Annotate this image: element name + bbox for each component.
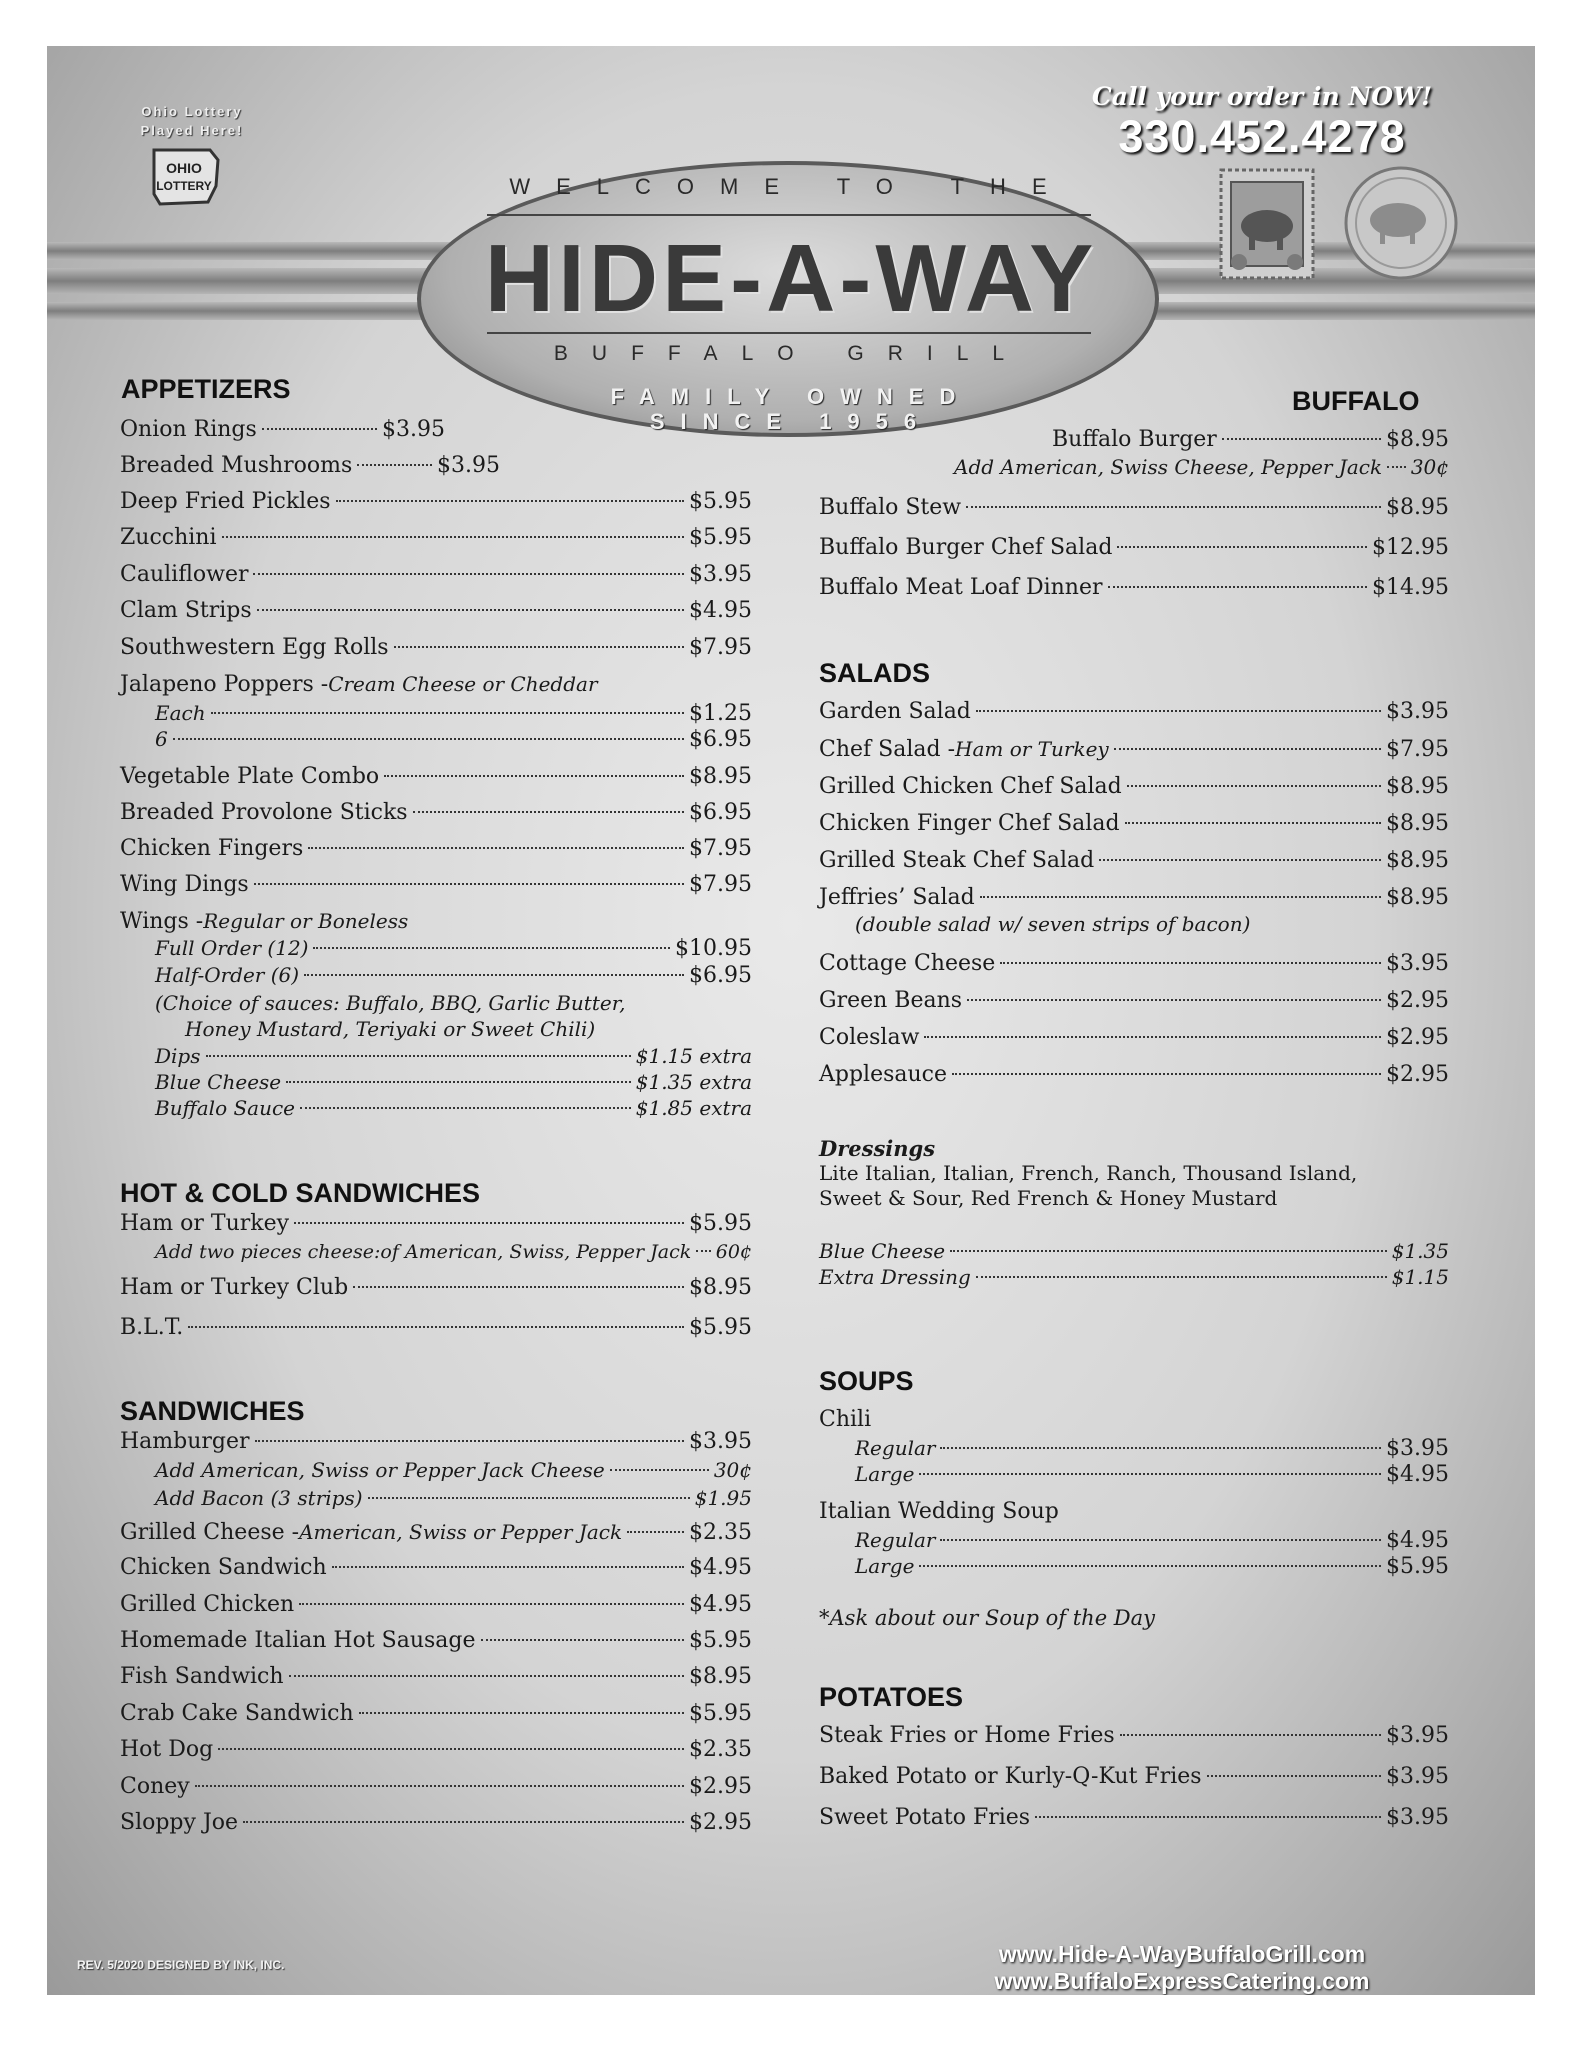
item-price: $5.95: [689, 1628, 752, 1653]
menu-item: [120, 561, 752, 589]
item-price: $10.95: [675, 936, 752, 961]
menu-item: [120, 763, 752, 791]
item-name: Sweet Potato Fries: [819, 1805, 1031, 1830]
item-name: Regular: [855, 1528, 936, 1552]
item-name: Add American, Swiss or Pepper Jack Cheese: [155, 1458, 605, 1482]
item-name: Ham or Turkey Club: [120, 1275, 349, 1300]
dressings-heading: Dressings: [819, 1136, 936, 1161]
item-name: Grilled Cheese -: [120, 1520, 300, 1545]
item-name: Garden Salad: [819, 699, 971, 724]
item-price: $7.95: [1386, 737, 1449, 762]
dot-leader: [919, 1565, 1381, 1567]
dot-leader: [919, 1473, 1381, 1475]
item-name: Blue Cheese: [819, 1239, 946, 1263]
dot-leader: [286, 1081, 631, 1083]
menu-item: [819, 773, 1449, 801]
dot-leader: [368, 1497, 690, 1499]
item-name: Buffalo Meat Loaf Dinner: [819, 575, 1103, 600]
menu-item: [120, 452, 500, 480]
menu-subitem: [855, 1554, 1449, 1579]
family-owned-line1: FAMILY OWNED: [610, 384, 972, 409]
item-price: $5.95: [689, 1211, 752, 1236]
dot-leader: [696, 1250, 711, 1252]
item-price: $1.15 extra: [635, 1044, 752, 1068]
dot-leader: [1120, 1734, 1381, 1736]
dot-leader: [976, 710, 1381, 712]
menu-item: [120, 1591, 752, 1619]
item-price: $1.35 extra: [635, 1070, 752, 1094]
dot-leader: [218, 1748, 684, 1750]
item-name: Zucchini: [120, 525, 217, 550]
dot-leader: [336, 500, 685, 502]
dot-leader: [1114, 748, 1381, 750]
item-name: Sloppy Joe: [120, 1810, 239, 1835]
sauce-choices-line2: Honey Mustard, Teriyaki or Sweet Chili): [185, 1017, 596, 1041]
soups-heading: SOUPS: [819, 1366, 914, 1396]
dot-leader: [294, 1222, 684, 1224]
menu-item: [819, 574, 1449, 602]
dot-leader: [289, 1675, 684, 1677]
menu-subitem: [155, 936, 752, 961]
dot-leader: [1108, 586, 1368, 588]
menu-subitem: [155, 1486, 752, 1510]
item-name: Onion Rings: [120, 417, 257, 442]
item-name: Add Bacon (3 strips): [155, 1486, 363, 1510]
dot-leader: [1117, 546, 1367, 548]
item-price: $2.35: [689, 1737, 752, 1762]
dot-leader: [255, 1440, 684, 1442]
item-name: 6: [155, 727, 168, 751]
lottery-line1: Ohio Lottery: [141, 104, 243, 119]
item-price: 30¢: [1410, 455, 1449, 479]
hot-cold-sandwiches-heading: HOT & COLD SANDWICHES: [120, 1178, 480, 1208]
menu-subitem: [155, 1458, 752, 1482]
item-price: $3.95: [437, 453, 500, 478]
item-price: $2.95: [1386, 1062, 1449, 1087]
item-name: Chili: [819, 1407, 872, 1432]
item-name: Chicken Fingers: [120, 836, 304, 861]
menu-item: [120, 1210, 752, 1238]
call-order-text: Call your order in NOW!: [1091, 82, 1433, 111]
item-name: Wing Dings: [120, 872, 249, 897]
dressings-list-line1: Lite Italian, Italian, French, Ranch, Thousand Island,: [819, 1161, 1358, 1185]
item-name: Steak Fries or Home Fries: [819, 1723, 1115, 1748]
menu-item: [120, 416, 445, 444]
item-name: Southwestern Egg Rolls: [120, 635, 389, 660]
item-name: Each: [155, 701, 206, 725]
item-price: $2.35: [689, 1520, 752, 1545]
item-price: $8.95: [689, 764, 752, 789]
item-price: $3.95: [1386, 699, 1449, 724]
item-name: Italian Wedding Soup: [819, 1499, 1059, 1524]
item-price: $8.95: [1386, 885, 1449, 910]
item-name: Dips: [155, 1044, 201, 1068]
family-owned-line2: SINCE 1956: [649, 409, 933, 434]
item-name: Regular: [855, 1436, 936, 1460]
item-note: American, Swiss or Pepper Jack: [299, 1520, 623, 1544]
item-price: $5.95: [689, 525, 752, 550]
item-price: $3.95: [1386, 1764, 1449, 1789]
phone-number[interactable]: 330.452.4278: [1118, 111, 1406, 162]
dot-leader: [967, 999, 1381, 1001]
item-price: $8.95: [689, 1275, 752, 1300]
dot-leader: [394, 646, 684, 648]
item-price: $6.95: [689, 727, 752, 752]
item-note: Ham or Turkey: [955, 737, 1109, 761]
dot-leader: [966, 506, 1381, 508]
menu-subitem: [155, 1240, 752, 1264]
item-name: Full Order (12): [155, 936, 309, 960]
menu-subitem: [855, 1436, 1449, 1461]
oval-rule-top: [487, 214, 1091, 216]
item-name: Grilled Steak Chef Salad: [819, 848, 1095, 873]
menu-subitem: [155, 1044, 752, 1068]
svg-text:LOTTERY: LOTTERY: [156, 179, 212, 193]
buffalo-stamp-icon: [1217, 166, 1317, 282]
menu-item: [819, 1763, 1449, 1791]
menu-item: [120, 1428, 752, 1456]
dot-leader: [173, 738, 684, 740]
menu-item: [120, 1627, 752, 1655]
dot-leader: [950, 1250, 1387, 1252]
dot-leader: [1127, 785, 1381, 787]
item-name: Buffalo Burger Chef Salad: [819, 535, 1113, 560]
dot-leader: [1222, 438, 1381, 440]
item-price: $1.85 extra: [635, 1096, 752, 1120]
item-name: Ham or Turkey: [120, 1211, 290, 1236]
menu-item-wings: [120, 907, 408, 936]
item-name: Applesauce: [819, 1062, 948, 1087]
item-name: Buffalo Burger: [1052, 427, 1217, 452]
item-price: $4.95: [1386, 1528, 1449, 1553]
jeffries-salad-note: (double salad w/ seven strips of bacon): [855, 912, 1251, 936]
menu-subitem: [155, 701, 752, 726]
item-name: Blue Cheese: [155, 1070, 282, 1094]
dot-leader: [1125, 822, 1381, 824]
dot-leader: [940, 1447, 1381, 1449]
dot-leader: [308, 847, 684, 849]
menu-item: [819, 847, 1449, 875]
item-price: $6.95: [689, 800, 752, 825]
item-price: $7.95: [689, 635, 752, 660]
item-price: $5.95: [689, 489, 752, 514]
item-price: $4.95: [689, 598, 752, 623]
item-price: $8.95: [1386, 427, 1449, 452]
appetizers-heading: APPETIZERS: [121, 374, 291, 404]
item-name: Green Beans: [819, 988, 963, 1013]
menu-item: [120, 488, 752, 516]
dot-leader: [299, 1603, 684, 1605]
item-name: Vegetable Plate Combo: [120, 764, 380, 789]
dot-leader: [254, 883, 684, 885]
item-price: $3.95: [1386, 1805, 1449, 1830]
dot-leader: [413, 811, 684, 813]
soup-of-day-note: *Ask about our Soup of the Day: [819, 1606, 1156, 1630]
menu-subitem: [855, 1528, 1449, 1553]
item-name: Add two pieces cheese:of American, Swiss, Pepper Jack: [155, 1241, 692, 1263]
dot-leader: [1000, 962, 1381, 964]
item-name: Coleslaw: [819, 1025, 920, 1050]
item-price: 30¢: [713, 1458, 752, 1482]
item-price: $1.95: [694, 1486, 752, 1510]
item-price: $8.95: [1386, 774, 1449, 799]
menu-item: [819, 698, 1449, 726]
menu-item: [819, 1024, 1449, 1052]
dot-leader: [924, 1036, 1381, 1038]
item-name: Breaded Provolone Sticks: [120, 800, 408, 825]
menu-item-jalapeno: [120, 670, 598, 699]
item-price: $5.95: [689, 1315, 752, 1340]
menu-item: [120, 1518, 752, 1547]
item-price: $3.95: [1386, 951, 1449, 976]
dot-leader: [262, 428, 377, 430]
item-price: $4.95: [689, 1592, 752, 1617]
menu-item: [120, 1809, 752, 1837]
website-link-catering[interactable]: www.BuffaloExpressCatering.com: [994, 1968, 1370, 1994]
menu-item: [120, 799, 752, 827]
item-price: $2.95: [689, 1774, 752, 1799]
menu-item: [120, 524, 752, 552]
call-order-block: [1027, 82, 1497, 163]
item-price: $2.95: [1386, 1025, 1449, 1050]
menu-item: [120, 871, 752, 899]
menu-subitem: [155, 727, 752, 752]
dot-leader: [353, 1286, 684, 1288]
item-price: $7.95: [689, 872, 752, 897]
menu-item: [120, 1314, 752, 1342]
item-name: Cauliflower: [120, 562, 249, 587]
item-price: $7.95: [689, 836, 752, 861]
dot-leader: [1099, 859, 1381, 861]
website-links: [897, 1941, 1467, 1995]
item-name: Crab Cake Sandwich: [120, 1701, 354, 1726]
menu-item: [819, 810, 1449, 838]
item-price: $3.95: [382, 417, 445, 442]
dot-leader: [206, 1055, 631, 1057]
menu-subitem: [155, 1096, 752, 1120]
brand-title: HIDE-A-WAY: [484, 225, 1098, 332]
item-price: $8.95: [689, 1664, 752, 1689]
item-name: Chicken Sandwich: [120, 1555, 327, 1580]
item-price: $1.15: [1391, 1265, 1449, 1289]
dot-leader: [940, 1539, 1381, 1541]
menu-item: [819, 494, 1449, 522]
dressings-list-line2: Sweet & Sour, Red French & Honey Mustard: [819, 1186, 1278, 1210]
salads-heading: SALADS: [819, 658, 931, 688]
item-name: Buffalo Sauce: [155, 1096, 296, 1120]
item-name: Hot Dog: [120, 1737, 214, 1762]
svg-text:OHIO: OHIO: [166, 160, 202, 176]
item-price: 60¢: [715, 1241, 752, 1263]
dot-leader: [257, 609, 684, 611]
brand-subtitle: BUFFALO GRILL: [553, 342, 1029, 365]
item-name: Buffalo Stew: [819, 495, 962, 520]
menu-item: [819, 987, 1449, 1015]
sauce-choices-line1: (Choice of sauces: Buffalo, BBQ, Garlic Butter,: [155, 991, 626, 1015]
item-name: B.L.T.: [120, 1315, 184, 1340]
menu-item: [1052, 426, 1449, 454]
dot-leader: [195, 1785, 684, 1787]
item-name: Large: [855, 1554, 915, 1578]
item-name: Fish Sandwich: [120, 1664, 284, 1689]
dot-leader: [359, 1712, 684, 1714]
item-name: Chef Salad -: [819, 737, 956, 762]
item-name: Breaded Mushrooms: [120, 453, 353, 478]
menu-item: [819, 1722, 1449, 1750]
lottery-line2: Played Here!: [140, 123, 244, 138]
menu-item: [120, 634, 752, 662]
soup-chili: [819, 1406, 871, 1434]
menu-item: [819, 1061, 1449, 1089]
dot-leader: [610, 1469, 709, 1471]
menu-subitem: [155, 963, 752, 988]
dot-leader: [222, 536, 685, 538]
menu-item: [120, 1736, 752, 1764]
menu-item: [120, 835, 752, 863]
dot-leader: [976, 1276, 1387, 1278]
item-price: $4.95: [689, 1555, 752, 1580]
menu-item: [120, 1663, 752, 1691]
menu-item: [819, 735, 1449, 764]
dot-leader: [1207, 1775, 1381, 1777]
buffalo-nickel-icon: [1342, 164, 1460, 282]
dot-leader: [304, 974, 684, 976]
item-name: Extra Dressing: [819, 1265, 971, 1289]
dot-leader: [332, 1566, 684, 1568]
dot-leader: [243, 1821, 684, 1823]
dot-leader: [1035, 1816, 1381, 1818]
menu-item: [819, 1804, 1449, 1832]
menu-item: [819, 884, 1449, 912]
menu-item: [819, 950, 1449, 978]
item-name: Large: [855, 1462, 915, 1486]
item-name: Grilled Chicken: [120, 1592, 295, 1617]
item-price: $4.95: [1386, 1462, 1449, 1487]
dot-leader: [1387, 466, 1406, 468]
dot-leader: [300, 1107, 631, 1109]
dot-leader: [211, 712, 684, 714]
item-price: $5.95: [1386, 1554, 1449, 1579]
dot-leader: [952, 1073, 1381, 1075]
item-price: $3.95: [1386, 1723, 1449, 1748]
item-name: Grilled Chicken Chef Salad: [819, 774, 1122, 799]
revision-credit: REV. 5/2020 DESIGNED BY INK, INC.: [77, 1958, 285, 1972]
menu-item: [120, 597, 752, 625]
item-name: Baked Potato or Kurly-Q-Kut Fries: [819, 1764, 1202, 1789]
dot-leader: [627, 1531, 684, 1533]
item-note: Cream Cheese or Cheddar: [328, 672, 598, 696]
item-name: Clam Strips: [120, 598, 252, 623]
menu-item: [120, 1700, 752, 1728]
dot-leader: [357, 464, 432, 466]
item-name: Add American, Swiss Cheese, Pepper Jack: [954, 455, 1383, 479]
dot-leader: [253, 573, 684, 575]
ohio-lottery-logo-icon: [150, 146, 222, 208]
item-price: $3.95: [689, 562, 752, 587]
menu-subitem: [819, 1265, 1449, 1289]
item-name: Jalapeno Poppers -: [120, 672, 329, 697]
item-note: Regular or Boneless: [203, 909, 409, 933]
menu-item: [120, 1554, 752, 1582]
sandwiches-heading: SANDWICHES: [120, 1396, 305, 1426]
item-price: $2.95: [689, 1810, 752, 1835]
website-link-grill[interactable]: www.Hide-A-WayBuffaloGrill.com: [998, 1941, 1366, 1967]
menu-subitem: [855, 1462, 1449, 1487]
dot-leader: [313, 947, 670, 949]
item-price: $1.25: [689, 701, 752, 726]
item-name: Wings -: [120, 909, 204, 934]
dot-leader: [188, 1326, 684, 1328]
dot-leader: [384, 775, 684, 777]
item-price: $14.95: [1372, 575, 1449, 600]
menu-subitem: [954, 455, 1449, 479]
item-price: $12.95: [1372, 535, 1449, 560]
potatoes-heading: POTATOES: [819, 1682, 964, 1712]
item-name: Homemade Italian Hot Sausage: [120, 1628, 476, 1653]
item-name: Deep Fried Pickles: [120, 489, 331, 514]
item-price: $1.35: [1391, 1239, 1449, 1263]
item-price: $2.95: [1386, 988, 1449, 1013]
buffalo-heading: BUFFALO: [1292, 386, 1420, 416]
item-name: Hamburger: [120, 1429, 250, 1454]
menu-item: [120, 1773, 752, 1801]
lottery-notice: [112, 102, 272, 140]
menu-frame: [47, 46, 1535, 1995]
item-price: $6.95: [689, 963, 752, 988]
dot-leader: [980, 896, 1381, 898]
item-price: $8.95: [1386, 811, 1449, 836]
menu-subitem: [819, 1239, 1449, 1263]
item-name: Jeffries’ Salad: [819, 885, 975, 910]
menu-subitem: [155, 1070, 752, 1094]
dot-leader: [481, 1639, 685, 1641]
item-price: $5.95: [689, 1701, 752, 1726]
item-name: Chicken Finger Chef Salad: [819, 811, 1120, 836]
item-name: Cottage Cheese: [819, 951, 996, 976]
menu-item: [819, 534, 1449, 562]
item-price: $8.95: [1386, 848, 1449, 873]
item-name: Coney: [120, 1774, 190, 1799]
soup-italian-wedding: [819, 1498, 1059, 1526]
item-price: $8.95: [1386, 495, 1449, 520]
welcome-text: WELCOME TO THE: [509, 174, 1073, 199]
menu-item: [120, 1274, 752, 1302]
item-price: $3.95: [1386, 1436, 1449, 1461]
item-name: Half-Order (6): [155, 963, 300, 987]
item-price: $3.95: [689, 1429, 752, 1454]
